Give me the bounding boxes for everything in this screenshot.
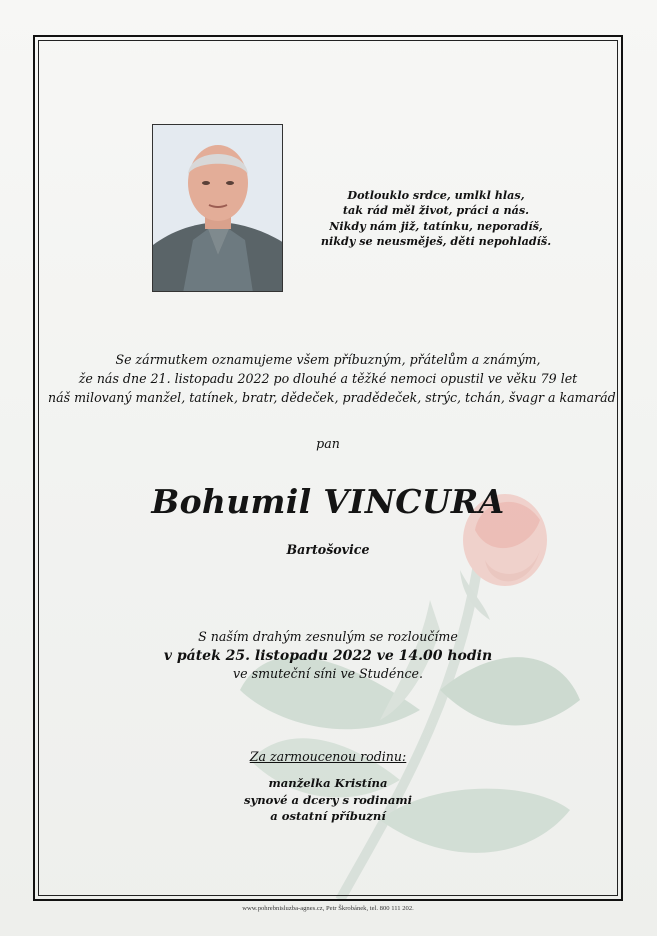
deceased-name: Bohumil VINCURA <box>151 482 505 521</box>
farewell-details <box>48 628 608 684</box>
poem-line: tak rád měl život, práci a nás. <box>342 203 530 218</box>
family-heading: Za zarmoucenou rodinu: <box>249 749 407 764</box>
poem-line: Nikdy nám již, tatínku, neporadíš, <box>329 218 543 233</box>
announcement-line: Se zármutkem oznamujeme všem příbuzným, přátelům a známým, <box>115 352 541 367</box>
inner-frame <box>38 40 618 896</box>
footer-contact: www.pohrebnisluzba-agnes.cz, Petr Škrobánek, tel. 800 111 202. <box>242 905 414 912</box>
family-member: a ostatní příbuzní <box>270 809 386 823</box>
title-prefix: pan <box>316 436 340 451</box>
portrait-photo <box>152 124 283 292</box>
family-member: synové a dcery s rodinami <box>243 792 413 807</box>
announcement-line: náš milovaný manžel, tatínek, bratr, dědeček, pradědeček, strýc, tchán, švagr a kamarád <box>48 390 616 405</box>
family-member: manželka Kristína <box>268 776 388 790</box>
residence: Bartošovice <box>286 542 370 557</box>
poem-line: nikdy se neusměješ, děti nepohladíš. <box>320 234 552 249</box>
farewell-venue: ve smuteční síni ve Studénce. <box>233 666 423 681</box>
memorial-poem <box>300 188 572 250</box>
announcement-text <box>48 350 616 407</box>
announcement-line: že nás dne 21. listopadu 2022 po dlouhé a těžké nemoci opustil ve věku 79 let <box>78 371 578 386</box>
poem-line: Dotloukl​o srdce, umlkl hlas, <box>347 188 525 202</box>
portrait-illustration <box>153 125 283 292</box>
farewell-date: v pátek 25. listopadu 2022 ve 14.00 hodin <box>163 647 493 664</box>
family-members <box>48 775 608 825</box>
farewell-line: S naším drahým zesnulým se rozloučíme <box>198 629 458 644</box>
